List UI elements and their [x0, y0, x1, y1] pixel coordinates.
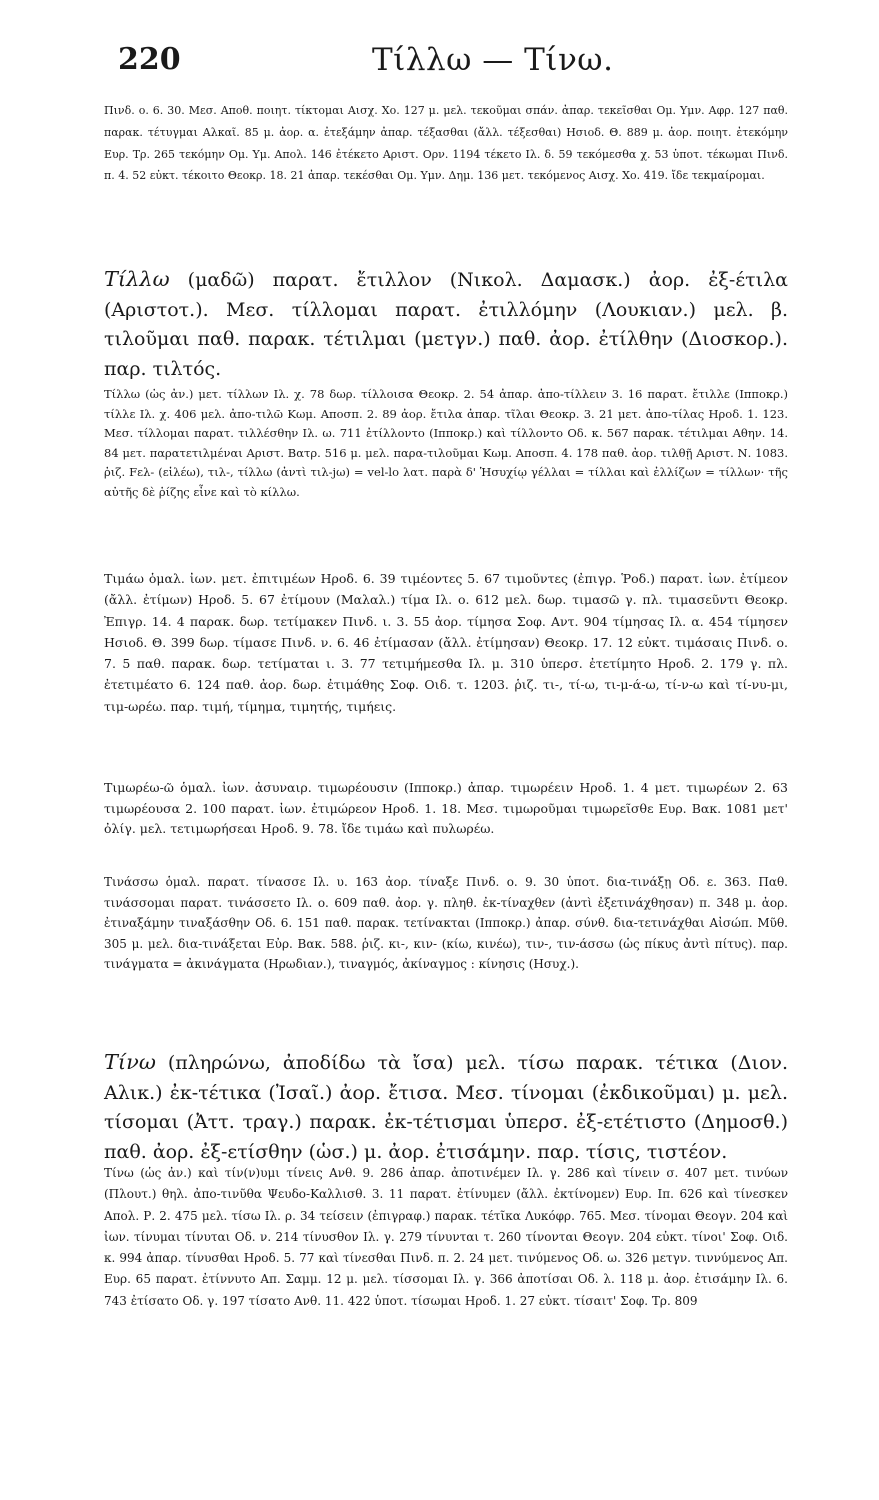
page-header [0, 42, 879, 92]
running-head: Τίλλω — Τίνω. [372, 42, 614, 78]
entry-text: Τιμάω ὁμαλ. ἰων. μετ. ἐπιτιμέων Ηροδ. 6. 39 τιμέοντες 5. 67 τιμοῦντες (ἐπιγρ. Ῥοδ.) παρατ. ἰων. ἐτίμεον (ἄλλ. ἐτίμων) Ηροδ. 5. 67 ἐτίμουν (Μαλαλ.) τίμα Ιλ. ο. 612 μελ. δωρ. τιμασῶ γ. πλ. τιμασεῦντι Θεοκρ. Ἐπιγρ. 14. 4 παρακ. δωρ. τετίμακεν Πινδ. ι. 3. 55 ἀορ. τίμησα Σοφ. Αντ. 904 τίμησας Ιλ. α. 454 τίμησεν Ησιοδ. Θ. 399 δωρ. τίμασε Πινδ. ν. 6. 46 ἐτίμασαν (ἄλλ. ἐτίμησαν) Θεοκρ. 17. 12 εὐκτ. τιμάσαις Πινδ. ο. 7. 5 παθ. παρακ. δωρ. τετίμαται ι. 3. 77 τετιμήμεσθα Ιλ. μ. 310 ὑπερσ. ἐτετίμητο Ηροδ. 2. 179 γ. πλ. ἐτετιμέατο 6. 124 παθ. ἀορ. δωρ. ἐτιμάθης Σοφ. Οιδ. τ. 1203. ῥιζ. τι-, τί-ω, τι-μ-ά-ω, τί-ν-ω καὶ τί-νυ-μι, τιμ-ωρέω. παρ. τιμή, τίμημα, τιμητής, τιμήεις. [104, 571, 788, 714]
dictionary-entry [104, 100, 788, 187]
entry-headword: Τίνω [104, 1050, 156, 1074]
dictionary-entry [104, 1048, 788, 1167]
dictionary-entry [104, 778, 788, 840]
dictionary-entry [104, 385, 788, 502]
entry-text: Τινάσσω ὁμαλ. παρατ. τίνασσε Ιλ. υ. 163 ἀορ. τίναξε Πινδ. ο. 9. 30 ὑποτ. δια-τινάξῃ Οδ. ε. 363. Παθ. τινάσσομαι παρατ. τινάσσετο Ιλ. ο. 609 παθ. ἀορ. γ. πληθ. ἐκ-τίναχθεν (ἀντὶ ἐξετινάχθησαν) π. 348 μ. ἀορ. ἐτιναξάμην τιναξάσθην Οδ. 6. 151 παθ. παρακ. τετίνακται (Ιπποκρ.) ἀπαρ. σύνθ. δια-τετινάχθαι Αἰσώπ. Μῦθ. 305 μ. μελ. δια-τινάξεται Εὐρ. Βακ. 588. ῥιζ. κι-, κιν- (κίω, κινέω), τιν-, τιν-άσσω (ὡς πίκυς ἀντὶ πίτυς). παρ. τινάγματα = ἀκινάγματα (Ηρωδιαν.), τιναγμός, ἀκίναγμος : κίνησις (Ησυχ.). [104, 875, 788, 972]
entry-text: Τίνω (ὡς ἀν.) καὶ τίν(ν)υμι τίνεις Ανθ. 9. 286 ἀπαρ. ἀποτινέμεν Ιλ. γ. 286 καὶ τίνειν σ. 407 μετ. τινύων (Πλουτ.) θηλ. ἀπο-τινῦθα Ψευδο-Καλλισθ. 3. 11 παρατ. ἐτίνυμεν (ἄλλ. ἐκτίνομεν) Ευρ. Ιπ. 626 καὶ τίνεσκεν Απολ. Ρ. 2. 475 μελ. τίσω Ιλ. ρ. 34 τείσειν (ἐπιγραφ.) παρακ. τέτῖκα Λυκόφρ. 765. Μεσ. τίνομαι Θεογν. 204 καὶ ἰων. τίνυμαι τίνυται Οδ. ν. 214 τίνυσθον Ιλ. γ. 279 τίνυνται τ. 260 τίνονται Θεογν. 204 εὐκτ. τίνοι' Σοφ. Οιδ. κ. 994 ἀπαρ. τίνυσθαι Ηροδ. 5. 77 καὶ τίνεσθαι Πινδ. π. 2. 24 μετ. τινύμενος Οδ. ω. 326 μετγν. τιννύμενος Απ. Ευρ. 65 παρατ. ἐτίννυτο Απ. Σαμμ. 12 μ. μελ. τίσσομαι Ιλ. γ. 366 ἀποτίσαι Οδ. λ. 118 μ. ἀορ. ἐτισάμην Ιλ. 6. 743 ἐτίσατο Οδ. γ. 197 τίσατο Ανθ. 11. 422 ὑποτ. τίσωμαι Ηροδ. 1. 27 εὐκτ. τίσαιτ' Σοφ. Τρ. 809 [104, 1166, 788, 1308]
dictionary-entry [104, 568, 788, 717]
entry-text: (μαδῶ) παρατ. ἔτιλλον (Νικολ. Δαμασκ.) ἀορ. ἐξ-έτιλα (Αριστοτ.). Μεσ. τίλλομαι παρατ. ἐτιλλόμην (Λουκιαν.) μελ. β. τιλοῦμαι παθ. παρακ. τέτιλμαι (μετγν.) παθ. ἀορ. ἐτίλθην (Διοσκορ.). παρ. τιλτός. [104, 269, 788, 380]
entry-text: Τίλλω (ὡς ἀν.) μετ. τίλλων Ιλ. χ. 78 δωρ. τίλλοισα Θεοκρ. 2. 54 ἀπαρ. ἀπο-τίλλειν 3. 16 παρατ. ἔτιλλε (Ιπποκρ.) τίλλε Ιλ. χ. 406 μελ. ἀπο-τιλῶ Κωμ. Αποσπ. 2. 89 ἀορ. ἔτιλα ἀπαρ. τῖλαι Θεοκρ. 3. 21 μετ. ἀπο-τίλας Ηροδ. 1. 123. Μεσ. τίλλομαι παρατ. τιλλέσθην Ιλ. ω. 711 ἐτίλλοντο (Ιπποκρ.) καὶ τίλλοντο Οδ. κ. 567 παρακ. τέτιλμαι Αθην. 14. 84 μετ. παρατετιλμέναι Αριστ. Βατρ. 516 μ. μελ. παρα-τιλοῦμαι Κωμ. Αποσπ. 4. 178 παθ. ἀορ. τιλθῇ Αριστ. Ν. 1083. ῥιζ. Fελ- (εἱλέω), τιλ-, τίλλω (ἀντὶ τιλ-jω) = vel-lo λατ. παρὰ δ' Ἡσυχίῳ γέλλαι = τίλλαι καὶ ἐλλίζων = τίλλων· τῆς αὐτῆς δὲ ῥίζης εἶνε καὶ τὸ κίλλω. [104, 387, 788, 499]
entry-text: Τιμωρέω-ῶ ὁμαλ. ἰων. ἀσυναιρ. τιμωρέουσιν (Ιπποκρ.) ἀπαρ. τιμωρέειν Ηροδ. 1. 4 μετ. τιμωρέων 2. 63 τιμωρέουσα 2. 100 παρατ. ἰων. ἐτιμώρεον Ηροδ. 1. 18. Μεσ. τιμωροῦμαι τιμωρεῖσθε Ευρ. Βακ. 1081 μετ' ὀλίγ. μελ. τετιμωρήσεαι Ηροδ. 9. 78. ἴδε τιμάω καὶ πυλωρέω. [104, 780, 788, 836]
dictionary-entry [104, 872, 788, 975]
entry-text: Πινδ. ο. 6. 30. Μεσ. Αποθ. ποιητ. τίκτομαι Αισχ. Χο. 127 μ. μελ. τεκοῦμαι σπάν. ἀπαρ. τεκεῖσθαι Ομ. Υμν. Αφρ. 127 παθ. παρακ. τέτυγμαι Αλκαῖ. 85 μ. ἀορ. α. ἐτεξάμην ἀπαρ. τέξασθαι (ἄλλ. τέξεσθαι) Ησιοδ. Θ. 889 μ. ἀορ. ποιητ. ἐτεκόμην Ευρ. Τρ. 265 τεκόμην Ομ. Υμ. Απολ. 146 ἐτέκετο Αριστ. Ορν. 1194 τέκετο Ιλ. δ. 59 τεκόμεσθα χ. 53 ὑποτ. τέκωμαι Πινδ. π. 4. 52 εὐκτ. τέκοιτο Θεοκρ. 18. 21 ἀπαρ. τεκέσθαι Ομ. Υμν. Δημ. 136 μετ. τεκόμενος Αισχ. Χο. 419. ἴδε τεκμαίρομαι. [104, 104, 788, 183]
entry-text: (πληρώνω, ἀποδίδω τὰ ἴσα) μελ. τίσω παρακ. τέτικα (Διον. Αλικ.) ἐκ-τέτικα (Ἰσαῖ.) ἀορ. ἔτισα. Μεσ. τίνομαι (ἐκδικοῦμαι) μ. μελ. τίσομαι (Ἀττ. τραγ.) παρακ. ἐκ-τέτισμαι ὑπερσ. ἐξ-ετέτιστο (Δημοσθ.) παθ. ἀορ. ἐξ-ετίσθην (ὡσ.) μ. ἀορ. ἐτισάμην. παρ. τίσις, τιστέον. [104, 1052, 788, 1163]
page-number: 220 [118, 42, 181, 77]
entry-headword: Τίλλω [104, 267, 170, 291]
dictionary-entry [104, 265, 788, 384]
dictionary-entry [104, 1163, 788, 1312]
